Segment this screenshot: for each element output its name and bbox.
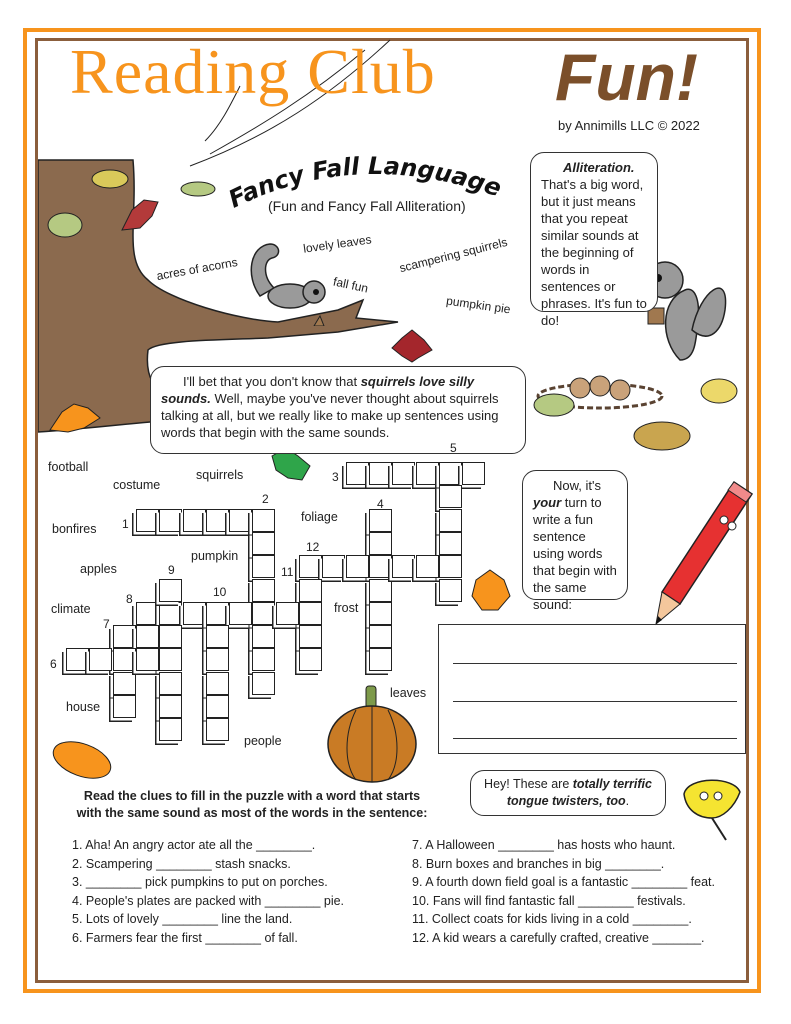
instructions: Read the clues to fill in the puzzle with a word that starts with the same sound as most of the words in the sentence:	[76, 789, 428, 820]
leaf-decoration	[118, 196, 162, 236]
crossword-cell[interactable]	[462, 462, 485, 485]
alliteration-speech-bubble	[530, 152, 658, 328]
word-bank-foliage: foliage	[301, 510, 338, 524]
crossword-cell[interactable]	[299, 625, 322, 648]
writing-line-1[interactable]	[453, 663, 737, 664]
writing-line-2[interactable]	[453, 701, 737, 702]
crossword-cell[interactable]	[66, 648, 89, 671]
clue-number-3: 3	[332, 470, 339, 484]
crossword-cell[interactable]	[113, 672, 136, 695]
clue-4: 4. People's plates are packed with ________ pie.	[72, 893, 345, 908]
page-title-accent: Fun!	[555, 40, 698, 114]
crossword-cell[interactable]	[159, 625, 182, 648]
crossword-cell[interactable]	[299, 602, 322, 625]
crossword-cell[interactable]	[252, 672, 275, 695]
clue-number-8: 8	[126, 592, 133, 606]
word-bank-costume: costume	[113, 478, 161, 492]
crossword-cell[interactable]	[299, 579, 322, 602]
phrase-acres-of-acorns: acres of acorns	[155, 254, 239, 284]
word-bank-pumpkin: pumpkin	[191, 549, 239, 563]
crossword-cell[interactable]	[392, 555, 415, 578]
phrase-lovely-leaves: lovely leaves	[302, 232, 373, 256]
leaf-decoration	[532, 390, 578, 420]
clue-number-6: 6	[50, 657, 57, 671]
crossword-cell[interactable]	[206, 648, 229, 671]
crossword-cell[interactable]	[229, 602, 252, 625]
clues-left	[72, 836, 344, 947]
squirrel-emphasis: squirrels love silly sounds.	[161, 374, 475, 406]
leaf-decoration	[45, 208, 85, 242]
crossword-cell[interactable]	[392, 462, 415, 485]
crossword-cell[interactable]	[113, 695, 136, 718]
crossword-cell[interactable]	[206, 695, 229, 718]
alliteration-text: That's a big word, but it just means that you repeat similar sounds at the beginning of words in sentences or phrases. It's fun to do!	[541, 177, 647, 328]
crossword-cell[interactable]	[159, 579, 182, 602]
crossword-cell[interactable]	[136, 625, 159, 648]
crossword-cell[interactable]	[322, 555, 345, 578]
clue-5: 5. Lots of lovely ________ line the land.	[72, 912, 293, 926]
leaf-decoration	[630, 418, 694, 454]
page-title: Reading Club	[70, 36, 436, 107]
clue-number-7: 7	[103, 617, 110, 631]
word-bank-bonfires: bonfires	[52, 522, 97, 536]
clue-7: 7. A Halloween ________ has hosts who haunt.	[412, 838, 676, 852]
clue-number-4: 4	[377, 497, 384, 511]
crossword-cell[interactable]	[369, 555, 392, 578]
crossword-cell[interactable]	[439, 555, 462, 578]
crossword-cell[interactable]	[369, 602, 392, 625]
crossword-cell[interactable]	[299, 648, 322, 671]
crossword-cell[interactable]	[439, 532, 462, 555]
crossword-cell[interactable]	[416, 462, 439, 485]
clue-number-10: 10	[213, 585, 227, 599]
clue-number-5: 5	[450, 441, 457, 455]
word-bank-apples: apples	[80, 562, 117, 576]
crossword-cell[interactable]	[252, 579, 275, 602]
clue-1: 1. Aha! An angry actor ate all the ________.	[72, 838, 316, 852]
crossword-cell[interactable]	[276, 602, 299, 625]
word-bank-squirrels: squirrels	[196, 468, 244, 482]
crossword-cell[interactable]	[346, 462, 369, 485]
crossword-cell[interactable]	[252, 602, 275, 625]
clue-3: 3. ________ pick pumpkins to put on porches.	[72, 875, 328, 889]
clue-number-2: 2	[262, 492, 269, 506]
crossword-cell[interactable]	[439, 579, 462, 602]
worksheet-subheading: (Fun and Fancy Fall Alliteration)	[268, 198, 466, 214]
crossword-cell[interactable]	[252, 532, 275, 555]
squirrel-on-branch-illustration	[240, 236, 330, 326]
clue-number-12: 12	[306, 540, 320, 554]
crossword-cell[interactable]	[369, 462, 392, 485]
crossword-cell[interactable]	[159, 602, 182, 625]
leaf-decoration	[697, 374, 741, 408]
clues-right	[412, 836, 715, 947]
crossword-cell[interactable]	[136, 648, 159, 671]
word-bank-football: football	[48, 460, 89, 474]
clue-12: 12. A kid wears a carefully crafted, creative _______.	[412, 930, 705, 945]
crossword-cell[interactable]	[183, 602, 206, 625]
leaf-character-illustration	[678, 774, 748, 844]
clue-10: 10. Fans will find fantastic fall ________ festivals.	[412, 893, 686, 908]
clue-9: 9. A fourth down field goal is a fantastic ________ feat.	[412, 875, 715, 889]
crossword-cell[interactable]	[229, 509, 252, 532]
crossword-cell[interactable]	[346, 555, 369, 578]
clue-number-11: 11	[281, 565, 294, 579]
crossword-cell[interactable]	[369, 532, 392, 555]
leaf-decoration	[390, 328, 434, 364]
crossword-cell[interactable]	[206, 625, 229, 648]
crossword-cell[interactable]	[159, 718, 182, 741]
crossword-cell[interactable]	[252, 555, 275, 578]
crossword-cell[interactable]	[369, 648, 392, 671]
clue-8: 8. Burn boxes and branches in big ________.	[412, 856, 665, 871]
crossword-cell[interactable]	[113, 625, 136, 648]
pencil-character-illustration	[648, 478, 758, 628]
alliteration-term: Alliteration.	[563, 160, 635, 175]
crossword-cell[interactable]	[206, 672, 229, 695]
crossword-cell[interactable]	[416, 555, 439, 578]
crossword-cell[interactable]	[183, 509, 206, 532]
clue-11: 11. Collect coats for kids living in a cold ________.	[412, 912, 692, 926]
phrase-pumpkin-pie: pumpkin pie	[445, 293, 512, 317]
crossword-cell[interactable]	[159, 648, 182, 671]
crossword-cell[interactable]	[159, 672, 182, 695]
leaf-decoration	[48, 400, 104, 436]
word-bank-people: people	[244, 734, 282, 748]
phrase-scampering-squirrels: scampering squirrels	[397, 234, 509, 276]
clue-number-1: 1	[122, 517, 129, 531]
word-bank-house: house	[66, 700, 101, 714]
leaf-decoration	[90, 166, 130, 192]
crossword-cell[interactable]	[439, 462, 462, 485]
leaf-speech-bubble: Hey! These are totally terrific tongue twisters, too.	[470, 770, 666, 816]
crossword-cell[interactable]	[159, 695, 182, 718]
svg-text:Fancy Fall Language: Fancy Fall Language	[224, 151, 505, 214]
clue-6: 6. Farmers fear the first ________ of fall.	[72, 930, 298, 945]
crossword-cell[interactable]	[206, 718, 229, 741]
crossword-cell[interactable]	[252, 648, 275, 671]
crossword-cell[interactable]	[136, 602, 159, 625]
crossword-cell[interactable]	[89, 648, 112, 671]
crossword-cell[interactable]	[439, 485, 462, 508]
pencil-speech-bubble: Now, it's your turn to write a fun sentence using words that begin with the same sound:	[522, 470, 628, 600]
word-bank-leaves: leaves	[390, 686, 427, 700]
leaf-decoration	[468, 568, 512, 616]
crossword-cell[interactable]	[369, 579, 392, 602]
leaf-decoration	[48, 736, 118, 782]
crossword-cell[interactable]	[369, 625, 392, 648]
squirrel-speech-bubble: I'll bet that you don't know that squirrels love silly sounds. Well, maybe you've never thought about squirrels talking at all, but we really like to make up sentences using words that begin with the same sounds.	[150, 366, 526, 454]
writing-line-3[interactable]	[453, 738, 737, 739]
word-bank-climate: climate	[51, 602, 91, 616]
word-bank-frost: frost	[334, 601, 359, 615]
byline: by Annimills LLC © 2022	[558, 118, 700, 133]
phrase-fall-fun: fall fun	[331, 274, 370, 296]
crossword-cell[interactable]	[299, 555, 322, 578]
sentence-writing-area[interactable]	[438, 624, 746, 754]
crossword-cell[interactable]	[206, 509, 229, 532]
crossword-cell[interactable]	[252, 509, 275, 532]
crossword-cell[interactable]	[159, 509, 182, 532]
leaf-decoration	[178, 178, 218, 200]
clue-number-9: 9	[168, 563, 175, 577]
crossword-cell[interactable]	[136, 509, 159, 532]
crossword-cell[interactable]	[113, 648, 136, 671]
crossword-cell[interactable]	[252, 625, 275, 648]
crossword-cell[interactable]	[439, 509, 462, 532]
crossword-cell[interactable]	[206, 602, 229, 625]
clue-2: 2. Scampering ________ stash snacks.	[72, 856, 291, 871]
crossword-cell[interactable]	[369, 509, 392, 532]
